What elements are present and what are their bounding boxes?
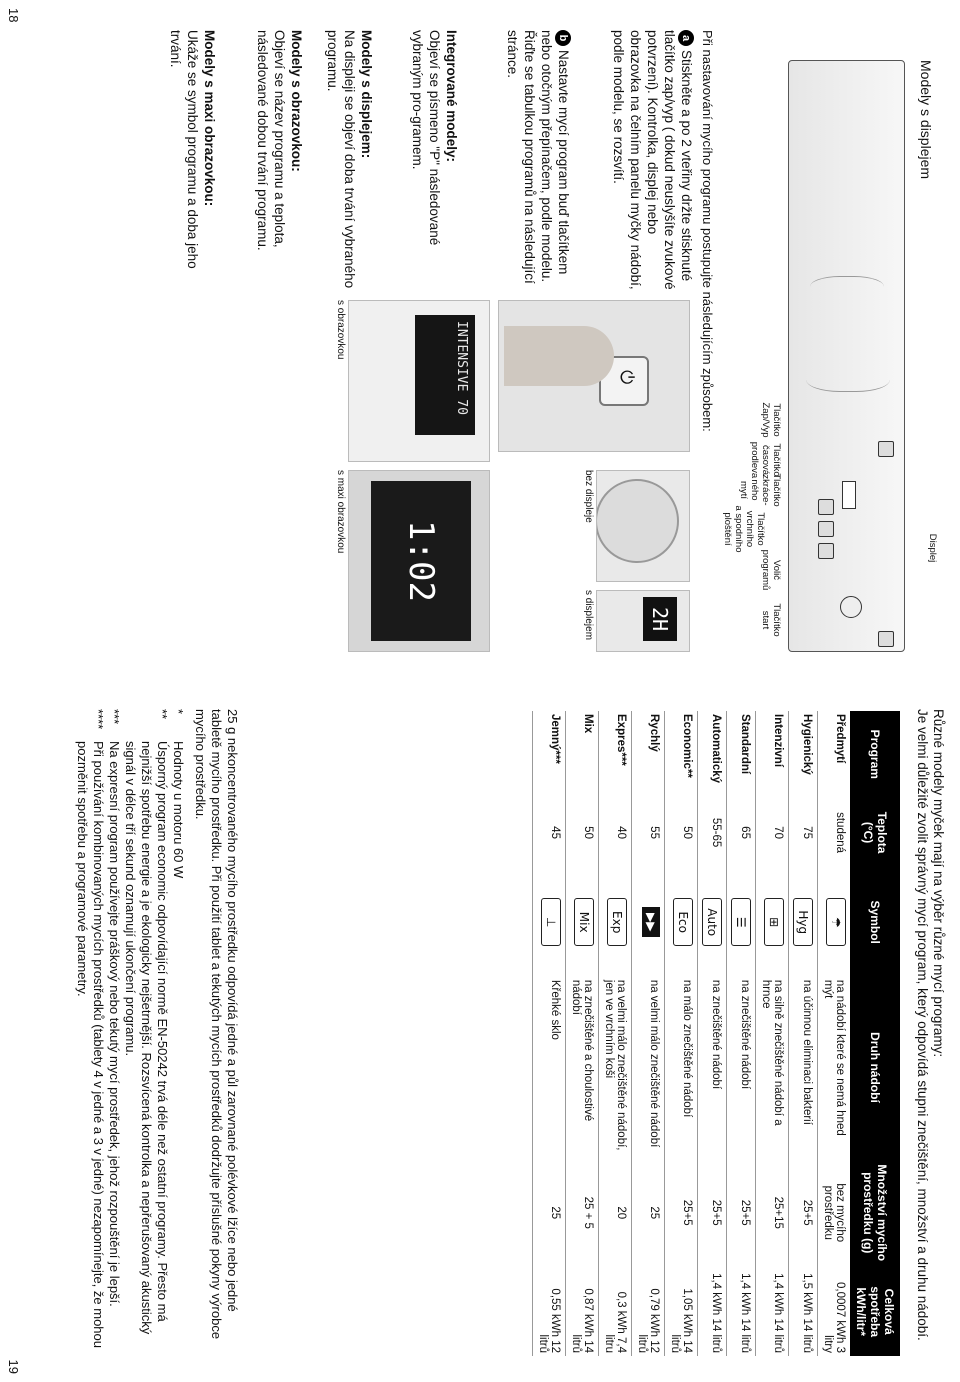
step-b [504, 30, 572, 290]
col-temperature: Teplota (°C) [850, 798, 900, 868]
col-symbol: Symbol [850, 868, 900, 977]
intensive-icon: ⊞ [764, 898, 784, 946]
step-a [610, 30, 695, 290]
dial-icon [596, 479, 679, 563]
step-badge: a [678, 30, 694, 46]
photo-dial-no-display [596, 470, 690, 582]
photo-power-button [498, 300, 690, 452]
power-icon: ⏻ [599, 356, 649, 406]
step-a-text: Stiskněte a po 2 vteřiny držte stisknuté tlačítko zap/vyp ( dokud neuslyšíte zvukové potvrzení). Kontrolka, displej nebo obrazovka na čelním panelu myčky nádobí, podle modelu, se rozsvítí. [611, 30, 694, 290]
caption-no-display: bez displeje [583, 470, 594, 523]
table-row: Economic** 50 Eco na málo znečištěné nádobí 25+5 1,05 kWh 14 litrů [665, 711, 698, 1356]
footnote: **** Při používání kombinovaných mycích prostředků (tablety 4 v jedné a 3 v jedné) nezapomínejte, že mohou pozměnit spotřebu a programové parametry. [75, 709, 106, 1348]
photo-screen [348, 300, 490, 462]
caption-screen: s obrazovkou [335, 300, 346, 360]
footnote: ** Úsporný program economic odpovídající normě EN-50242 trvá déle než ostatní programy. Přesto má nejnižší spotřebu energie a je ekologicky nejšetrnější. Rozsvícená kontrolka a nepřerušovaný akustický signál v délce tří sekund oznamují ukončení programu. [123, 709, 170, 1335]
table-row: Expres*** 40 Exp na velmi málo znečištěné nádobí, jen ve vrchním koši 20 0,3 kWh 7,4 litru [599, 711, 632, 1356]
table-row: Předmytí studená ☂ na nádobí které se nemá hned mýt bez mycího prostředku 0,0007 kWh 3 litry [818, 711, 851, 1356]
lcd-screen: INTENSIVE 70 [415, 315, 475, 435]
footnotes [74, 709, 240, 1349]
table-row: Standardní 65 ☰ na znečištěné nádobí 25+5 1,4 kWh 14 litrů [727, 711, 756, 1356]
col-detergent: Množství mycího prostředku (g) [850, 1158, 900, 1267]
segment-display: 2H [643, 597, 677, 641]
detergent-note: 25 g nekoncentrovaného mycího prostředku odpovídá jedné a půl zarovnané polévkové lžíce nebo jedné tabletě mycího prostředku. Při použití tablet a tekutých mycích prostředků dodržujte příslušné pokyny výrobce mycího prostředku. [193, 709, 240, 1340]
instructions-intro: Při nastavování mycího programu postupujte následujícím způsobem: [700, 30, 715, 432]
auto-icon: Auto [702, 898, 722, 946]
table-row: Rychlý 55 ▶▶ na velmi málo znečištěné nádobí 25 0,79 kWh 12 litrů [632, 711, 665, 1356]
callout-start: Tlačítko start [760, 603, 782, 637]
maxi-screen-time: 1:02 [371, 481, 471, 641]
onoff-button-drawing [878, 441, 894, 457]
glass-icon: ⊥ [541, 898, 561, 946]
right-intro: Různé modely myček mají na výběr různé mycí programy: Je velmi důležité zvolit správný mycí program, který odpovídá stupni znečištění, množství a druhu nádobí. [915, 709, 946, 1341]
callout-upper-lower: Tlačítko vrchního a spodního ploštění [722, 505, 766, 553]
standard-icon: ☰ [731, 898, 751, 946]
panel-curve [806, 361, 890, 392]
callout-display: Displej [927, 533, 938, 563]
table-row: Jemný*** 45 ⊥ Křehké sklo 25 0,55 kWh 12 litrů [533, 711, 566, 1356]
program-selector-drawing [840, 596, 862, 618]
fast-forward-icon: ▶▶ [642, 907, 660, 937]
photo-maxi-screen [348, 470, 490, 652]
finger-illustration [504, 326, 614, 386]
page-number: 18 [6, 8, 21, 23]
callout-delay: Tlačítko časová prodleva [749, 441, 782, 479]
panel-curve [810, 276, 884, 303]
col-ware: Druh nádobí [850, 977, 900, 1158]
callout-short-wash: Tlačítko zkráce- ného mytí [738, 473, 782, 507]
prewash-icon: ☂ [826, 898, 846, 946]
mix-icon: Mix [574, 898, 594, 946]
page-heading: Modely s displejem [918, 60, 934, 180]
table-row: Automatický 55-65 Auto na znečištěné nádobí 25+5 1,4 kWh 14 litrů [698, 711, 727, 1356]
short-wash-button-drawing [818, 521, 834, 537]
page-19 [0, 691, 960, 1382]
express-icon: Exp [607, 898, 627, 946]
step-badge: b [555, 30, 571, 46]
table-header-row [850, 711, 900, 1356]
step-b-text: Nastavte mycí program buď tlačítkem nebo otočným přepínačem, podle modelu. Řiďte se tabulkou programů na následující stránce. [505, 30, 571, 284]
program-table [532, 711, 900, 1356]
col-consumption: Celková spotřeba kWh/litr* [850, 1267, 900, 1356]
table-row: Hygienický 75 Hyg na účinnou eliminaci bakterií 25+5 1,5 kWh 14 litrů [789, 711, 818, 1356]
hygiene-icon: Hyg [793, 898, 813, 946]
callout-selector: Volič programů [760, 549, 782, 591]
maxi-screen-models: Modely s maxi obrazovkou: Ukáže se symbol programu a doba jeho trvání. [168, 30, 217, 269]
integrated-models: Integrované modely: Objeví se písmeno "P" následované vybraným pro-gramem. [410, 30, 459, 246]
caption-display: s displejem [583, 590, 594, 641]
display-drawing [842, 481, 856, 509]
footnote: *** Na expresní program používejte práškový nebo tekutý mycí prostředek, jehož rozpouštění je lepší. [107, 709, 122, 1307]
upper-lower-button-drawing [818, 543, 834, 559]
eco-icon: Eco [673, 898, 693, 946]
col-program: Program [850, 711, 900, 798]
display-models: Modely s displejem: Na displeji se objeví doba trvání vybraného programu. [325, 30, 374, 289]
dishwasher-control-panel [788, 60, 905, 652]
footnote: * Hodnoty u motoru 60 W [171, 709, 186, 879]
table-row: Intenzivní 70 ⊞ na silně znečištěné nádobí a hrnce 25+15 1,4 kWh 14 litrů [756, 711, 789, 1356]
table-row: Mix 50 Mix na znečištěné a choulostivé nádobí 25 + 5 0,87 kWh 14 litrů [566, 711, 599, 1356]
delay-button-drawing [818, 499, 834, 515]
photo-display [596, 590, 690, 652]
caption-maxi-screen: s maxi obrazovkou [335, 470, 346, 554]
callout-onoff: Tlačítko Zap/Vyp [760, 402, 782, 438]
start-button-drawing [878, 631, 894, 647]
screen-models: Modely s obrazovkou: Objeví se název programu a teplota, následované dobou trvání programu. [255, 30, 304, 251]
page-number: 19 [6, 1359, 21, 1374]
